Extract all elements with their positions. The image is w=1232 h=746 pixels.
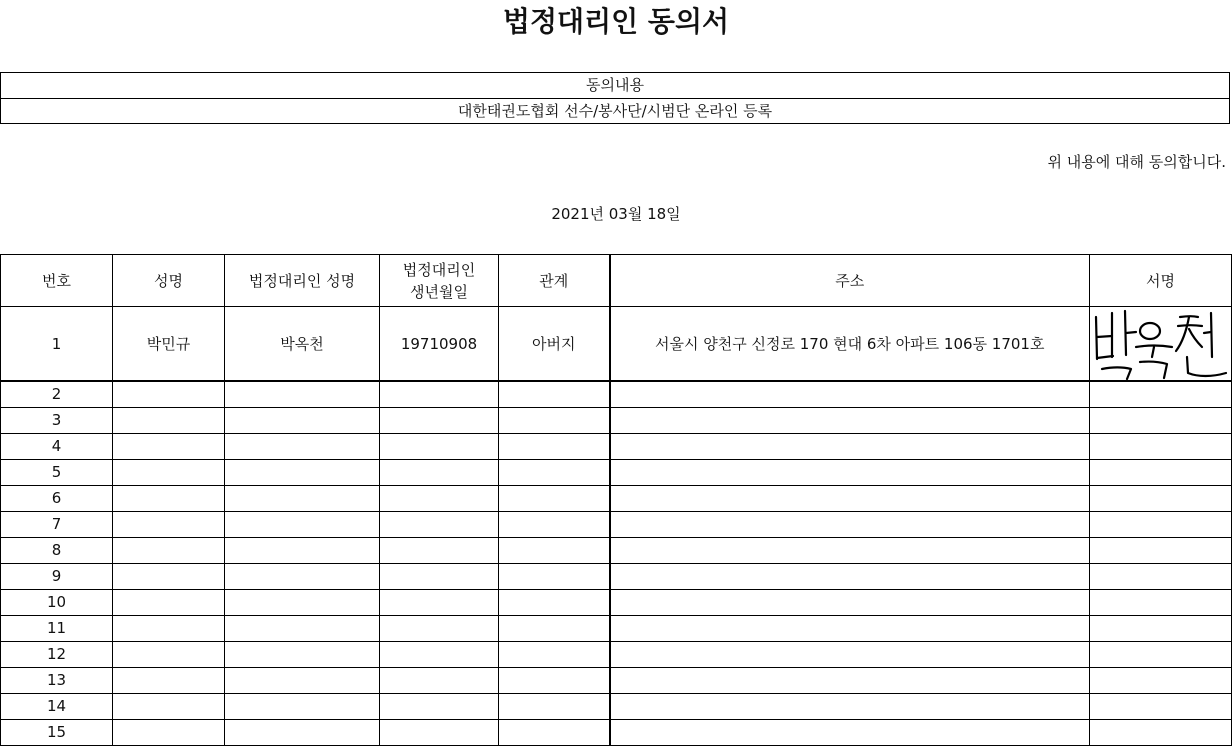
cell-address <box>610 486 1090 512</box>
cell-name: 박민규 <box>113 307 225 382</box>
cell-relation <box>499 512 610 538</box>
table-row <box>1 460 1232 486</box>
cell-signature <box>1090 408 1232 434</box>
cell-guardian-birth <box>380 538 499 564</box>
cell-address <box>610 694 1090 720</box>
cell-address <box>610 460 1090 486</box>
cell-name <box>113 616 225 642</box>
cell-name <box>113 486 225 512</box>
table-row <box>1 434 1232 460</box>
table-row <box>1 307 1232 382</box>
document-date: 2021년 03월 18일 <box>551 205 681 223</box>
cell-no: 2 <box>1 381 113 408</box>
cell-guardian-birth <box>380 564 499 590</box>
table-row <box>1 564 1232 590</box>
cell-no: 3 <box>1 408 113 434</box>
cell-name <box>113 460 225 486</box>
cell-relation <box>499 486 610 512</box>
header-guardian-birth-line2: 생년월일 <box>410 282 468 301</box>
cell-guardian-name <box>225 720 380 746</box>
table-row <box>1 616 1232 642</box>
cell-no: 9 <box>1 564 113 590</box>
cell-guardian-birth <box>380 616 499 642</box>
handwritten-signature <box>1090 307 1232 380</box>
cell-signature <box>1090 668 1232 694</box>
cell-guardian-name <box>225 642 380 668</box>
cell-address <box>610 564 1090 590</box>
header-signature: 서명 <box>1090 255 1232 307</box>
cell-name <box>113 408 225 434</box>
cell-guardian-birth <box>380 590 499 616</box>
table-row <box>1 408 1232 434</box>
cell-no: 14 <box>1 694 113 720</box>
cell-name <box>113 512 225 538</box>
cell-guardian-birth <box>380 434 499 460</box>
cell-no: 1 <box>1 307 113 382</box>
cell-signature <box>1090 720 1232 746</box>
table-row <box>1 720 1232 746</box>
cell-guardian-birth <box>380 460 499 486</box>
roster-table <box>0 254 1232 746</box>
cell-address <box>610 590 1090 616</box>
cell-guardian-name <box>225 668 380 694</box>
cell-relation <box>499 590 610 616</box>
consent-content: 대한태권도협회 선수/봉사단/시범단 온라인 등록 <box>1 98 1229 124</box>
cell-guardian-birth: 19710908 <box>380 307 499 382</box>
cell-no: 4 <box>1 434 113 460</box>
cell-no: 7 <box>1 512 113 538</box>
cell-address <box>610 512 1090 538</box>
cell-guardian-birth <box>380 642 499 668</box>
cell-signature <box>1090 512 1232 538</box>
table-row <box>1 381 1232 408</box>
cell-guardian-birth <box>380 381 499 408</box>
header-guardian-name: 법정대리인 성명 <box>225 255 380 307</box>
cell-name <box>113 720 225 746</box>
cell-address <box>610 538 1090 564</box>
cell-name <box>113 668 225 694</box>
cell-guardian-name <box>225 381 380 408</box>
cell-relation <box>499 616 610 642</box>
cell-name <box>113 564 225 590</box>
header-guardian-birth <box>380 255 499 307</box>
cell-relation <box>499 694 610 720</box>
cell-no: 8 <box>1 538 113 564</box>
document-title: 법정대리인 동의서 <box>502 5 730 38</box>
table-row <box>1 486 1232 512</box>
cell-guardian-name <box>225 538 380 564</box>
cell-name <box>113 590 225 616</box>
cell-address: 서울시 양천구 신정로 170 현대 6차 아파트 106동 1701호 <box>610 307 1090 382</box>
cell-signature <box>1090 590 1232 616</box>
cell-guardian-birth <box>380 694 499 720</box>
cell-guardian-birth <box>380 486 499 512</box>
cell-guardian-name <box>225 434 380 460</box>
table-header-row <box>1 255 1232 307</box>
cell-no: 6 <box>1 486 113 512</box>
cell-name <box>113 694 225 720</box>
cell-name <box>113 642 225 668</box>
cell-signature <box>1090 694 1232 720</box>
cell-no: 15 <box>1 720 113 746</box>
cell-relation <box>499 408 610 434</box>
cell-guardian-name <box>225 590 380 616</box>
cell-relation <box>499 642 610 668</box>
cell-guardian-name <box>225 564 380 590</box>
cell-address <box>610 434 1090 460</box>
cell-signature <box>1090 381 1232 408</box>
cell-no: 12 <box>1 642 113 668</box>
cell-relation <box>499 668 610 694</box>
cell-no: 13 <box>1 668 113 694</box>
cell-address <box>610 381 1090 408</box>
table-row <box>1 668 1232 694</box>
cell-guardian-name <box>225 486 380 512</box>
cell-relation: 아버지 <box>499 307 610 382</box>
cell-address <box>610 408 1090 434</box>
cell-guardian-birth <box>380 512 499 538</box>
cell-name <box>113 538 225 564</box>
header-relation: 관계 <box>499 255 610 307</box>
cell-signature <box>1090 460 1232 486</box>
consent-header: 동의내용 <box>586 76 644 94</box>
cell-relation <box>499 538 610 564</box>
cell-relation <box>499 564 610 590</box>
header-name: 성명 <box>113 255 225 307</box>
table-row <box>1 538 1232 564</box>
cell-signature <box>1090 538 1232 564</box>
cell-guardian-birth <box>380 720 499 746</box>
header-address: 주소 <box>610 255 1090 307</box>
table-row <box>1 512 1232 538</box>
cell-guardian-name <box>225 616 380 642</box>
cell-signature <box>1090 307 1232 382</box>
cell-no: 11 <box>1 616 113 642</box>
cell-signature <box>1090 616 1232 642</box>
cell-signature <box>1090 434 1232 460</box>
table-row <box>1 590 1232 616</box>
cell-name <box>113 434 225 460</box>
cell-address <box>610 616 1090 642</box>
cell-signature <box>1090 564 1232 590</box>
cell-relation <box>499 434 610 460</box>
cell-address <box>610 668 1090 694</box>
table-row <box>1 694 1232 720</box>
cell-no: 5 <box>1 460 113 486</box>
cell-signature <box>1090 642 1232 668</box>
cell-address <box>610 642 1090 668</box>
cell-address <box>610 720 1090 746</box>
cell-guardian-name <box>225 512 380 538</box>
cell-guardian-name <box>225 408 380 434</box>
table-row <box>1 642 1232 668</box>
cell-relation <box>499 460 610 486</box>
cell-guardian-birth <box>380 668 499 694</box>
consent-box <box>0 72 1230 124</box>
cell-guardian-birth <box>380 408 499 434</box>
cell-guardian-name <box>225 694 380 720</box>
cell-guardian-name: 박옥천 <box>225 307 380 382</box>
cell-relation <box>499 381 610 408</box>
cell-no: 10 <box>1 590 113 616</box>
agreement-statement: 위 내용에 대해 동의합니다. <box>1047 153 1226 171</box>
cell-signature <box>1090 486 1232 512</box>
cell-guardian-name <box>225 460 380 486</box>
cell-relation <box>499 720 610 746</box>
cell-name <box>113 381 225 408</box>
header-no: 번호 <box>1 255 113 307</box>
header-guardian-birth-line1: 법정대리인 <box>402 260 476 279</box>
